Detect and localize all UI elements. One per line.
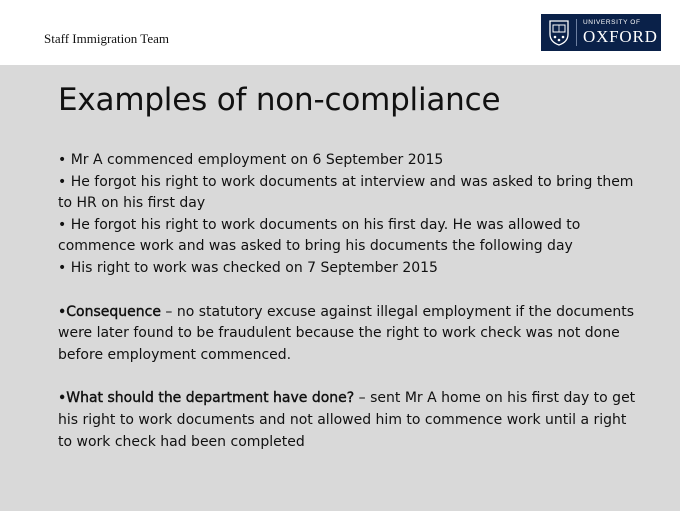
department-paragraph [58,388,638,453]
oxford-crest-icon [547,18,571,47]
bullet-item: • He forgot his right to work documents at interview and was asked to bring them to HR on his first day [58,173,634,212]
team-label: Staff Immigration Team [44,31,169,46]
logo-divider [576,19,577,46]
logo-text [583,20,658,46]
spacer [58,280,638,302]
department-label: •What should the department have done? [58,390,355,407]
oxford-logo [541,14,661,51]
logo-main-text: OXFORD [583,27,658,47]
spacer [58,366,638,388]
slide-body [58,150,638,453]
bullet-item: • He forgot his right to work documents on his first day. He was allowed to commence work and was asked to bring his documents the following day [58,216,581,255]
slide-content [0,65,680,511]
consequence-label: •Consequence [58,303,161,320]
slide-header [0,0,680,65]
consequence-paragraph [58,302,638,367]
consequence-text: – no statutory excuse against illegal employment if the documents were later found to be fraudulent because the right to work check was not done before employment commenced. [58,303,635,363]
department-text: – sent Mr A home on his first day to get his right to work documents and not allowed him to commence work until a right to work check had been completed [58,390,636,450]
bullet-item: • His right to work was checked on 7 September 2015 [58,259,438,276]
bullet-item: • Mr A commenced employment on 6 September 2015 [58,152,444,168]
slide-title: Examples of non-compliance [58,82,501,118]
logo-top-text: UNIVERSITY OF [583,18,641,26]
